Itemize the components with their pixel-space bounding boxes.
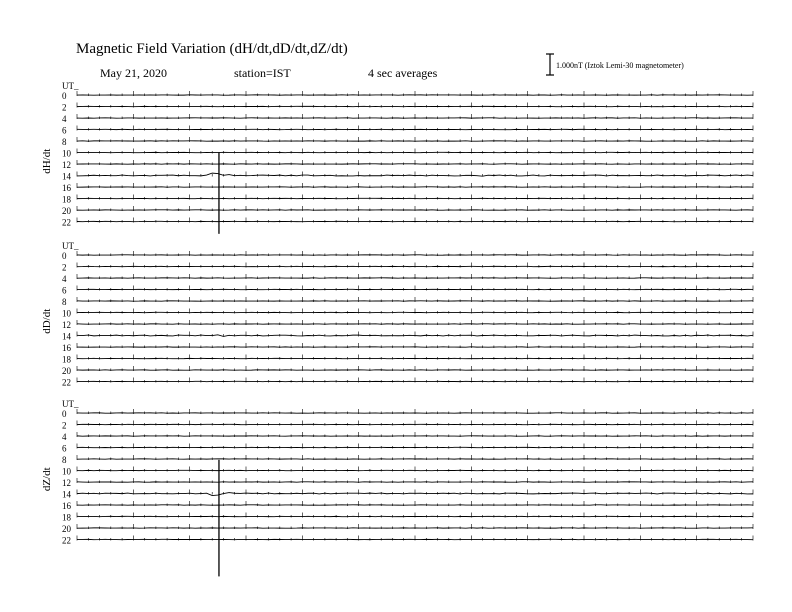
hour-label: 14 bbox=[62, 331, 71, 342]
hour-label: 8 bbox=[62, 455, 67, 465]
hour-label: 12 bbox=[62, 160, 71, 170]
hour-label: 0 bbox=[62, 251, 67, 261]
hour-label: 4 bbox=[62, 274, 67, 284]
y-axis-label: dZ/dt bbox=[41, 467, 53, 492]
hour-label: 4 bbox=[62, 114, 67, 124]
hour-label: 12 bbox=[62, 320, 71, 330]
panel-dH-per-dt bbox=[41, 81, 753, 234]
hour-label: 20 bbox=[62, 524, 71, 534]
ut-label: UT_ bbox=[62, 399, 79, 409]
hour-label: 14 bbox=[62, 489, 71, 500]
hour-label: 14 bbox=[62, 171, 71, 182]
hour-label: 6 bbox=[62, 443, 67, 454]
hour-label: 4 bbox=[62, 432, 67, 442]
scale-bar-label: 1.000nT (Iztok Lemi-30 magnetometer) bbox=[556, 61, 684, 70]
hour-label: 20 bbox=[62, 366, 71, 376]
panel-dD-per-dt bbox=[41, 241, 753, 388]
scale-bar bbox=[546, 54, 554, 75]
hour-label: 8 bbox=[62, 297, 67, 307]
hour-label: 10 bbox=[62, 308, 71, 319]
ut-label: UT_ bbox=[62, 81, 79, 91]
hour-label: 10 bbox=[62, 148, 71, 159]
averaging-label: 4 sec averages bbox=[368, 66, 438, 80]
hour-label: 16 bbox=[62, 343, 71, 353]
hour-label: 12 bbox=[62, 478, 71, 488]
hour-label: 2 bbox=[62, 262, 67, 273]
hour-label: 18 bbox=[62, 512, 71, 523]
panels-group bbox=[41, 81, 753, 576]
panel-dZ-per-dt bbox=[41, 399, 753, 576]
y-axis-label: dH/dt bbox=[41, 148, 53, 174]
station-label: station=IST bbox=[234, 66, 291, 80]
hour-label: 8 bbox=[62, 137, 67, 147]
hour-label: 18 bbox=[62, 354, 71, 365]
hour-label: 6 bbox=[62, 285, 67, 296]
date-label: May 21, 2020 bbox=[100, 66, 167, 80]
chart-title: Magnetic Field Variation (dH/dt,dD/dt,dZ/dt) bbox=[76, 41, 348, 57]
hour-label: 16 bbox=[62, 183, 71, 193]
hour-label: 22 bbox=[62, 217, 71, 228]
hour-label: 2 bbox=[62, 420, 67, 431]
hour-label: 20 bbox=[62, 206, 71, 216]
hour-label: 10 bbox=[62, 466, 71, 477]
hour-label: 16 bbox=[62, 501, 71, 511]
ut-label: UT_ bbox=[62, 241, 79, 251]
hour-label: 0 bbox=[62, 409, 67, 419]
hour-label: 2 bbox=[62, 102, 67, 113]
hour-label: 18 bbox=[62, 194, 71, 205]
hour-label: 22 bbox=[62, 535, 71, 546]
y-axis-label: dD/dt bbox=[41, 308, 53, 334]
hour-label: 22 bbox=[62, 377, 71, 388]
hour-label: 0 bbox=[62, 91, 67, 101]
hour-label: 6 bbox=[62, 125, 67, 136]
